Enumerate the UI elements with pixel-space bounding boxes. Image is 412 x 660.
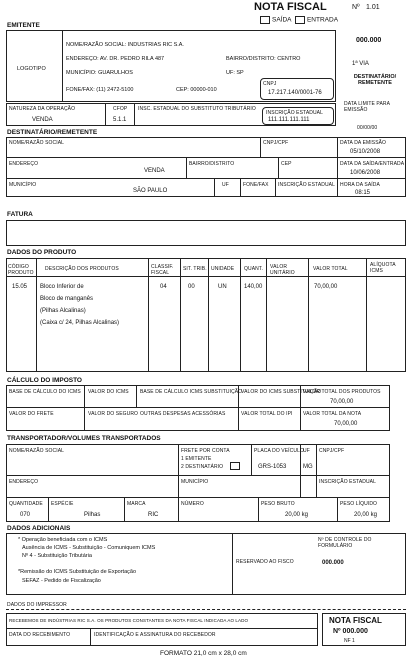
imp-base-icms: BASE DE CÁLCULO DO ICMS xyxy=(9,389,81,395)
nota-fiscal-title: NOTA FISCAL xyxy=(254,1,327,13)
dest-endereco-label: ENDEREÇO xyxy=(9,161,39,167)
emitente-uf: UF: SP xyxy=(226,70,244,76)
dest-bairro-label: BAIRRO/DISTRITO xyxy=(189,161,235,167)
reservado-fisco-label: RESERVADO AO FISCO xyxy=(236,559,294,565)
emitente-cep: CEP: 00000-010 xyxy=(176,87,217,93)
info-line-3: Nº 4 - Substituição Tributária xyxy=(22,553,92,559)
tr-placa-value: GRS-1053 xyxy=(258,464,287,470)
recebemos-text: RECEBEMOS DE INDÚSTRIAS RIC S.A. OS PRODUTOS CONSTANTES DA NOTA FISCAL INDICADA AO LADO xyxy=(9,618,249,623)
emitente-endereco: ENDEREÇO: AV. DR. PEDRO RILA 487 xyxy=(66,56,165,62)
controle-value: 000.000 xyxy=(322,560,344,566)
dest-fone-label: FONE/FAX xyxy=(243,182,269,188)
dest-hora-label: HORA DA SAÍDA xyxy=(340,182,380,188)
ie-value: 111.111.111.111 xyxy=(268,117,310,123)
header-number-value: 1.01 xyxy=(366,4,380,11)
info-line-1: * Operação beneficiada com o ICMS xyxy=(18,537,108,543)
col-valor-unit: VALOR UNITÁRIO xyxy=(270,264,295,276)
controle-label: Nº DE CONTROLE DO FORMULÁRIO xyxy=(318,537,372,549)
cfop-label: CFOP xyxy=(113,106,128,112)
tr-frete-opt2: 2 DESTINATÁRIO xyxy=(181,464,224,470)
imp-valor-produtos-value: 70,00,00 xyxy=(330,399,354,405)
col-aliquota: ALÍQUOTA ICMS xyxy=(370,262,396,274)
cnpj-value: 17.217.140/0001-76 xyxy=(268,90,322,96)
header-destinatario-note: DESTINATÁRIO/ REMETENTE xyxy=(353,74,397,86)
tr-qtd-value: 070 xyxy=(20,512,31,518)
canhoto-serie: NF 1 xyxy=(344,638,355,644)
destinatario-section-label: DESTINATÁRIO/REMETENTE xyxy=(7,129,98,136)
tr-peso-bruto-label: PESO BRUTO xyxy=(261,501,295,507)
tr-especie-label: ESPÉCIE xyxy=(51,501,74,507)
header-via: 1ª VIA xyxy=(352,61,369,67)
dest-data-emissao-label: DATA DA EMISSÃO xyxy=(340,140,387,146)
row-classif: 04 xyxy=(160,284,167,290)
dest-endereco-value: VENDA xyxy=(144,168,165,174)
impressor-label: DADOS DO IMPRESSOR xyxy=(7,602,67,608)
tr-frete-label: FRETE POR CONTA xyxy=(181,448,230,454)
imp-valor-nota-value: 70,00,00 xyxy=(334,421,358,427)
imp-frete: VALOR DO FRETE xyxy=(9,411,54,417)
header-number-label: Nº xyxy=(352,4,360,11)
row-descricao: Bloco Inferior de xyxy=(40,284,84,290)
tr-ie-label: INSCRIÇÃO ESTADUAL xyxy=(319,479,376,485)
emitente-fone: FONE/FAX: (11) 2472-5100 xyxy=(66,87,134,93)
desc-line-1: Bloco de manganês xyxy=(40,296,94,302)
tr-peso-liq-label: PESO LÍQUIDO xyxy=(340,501,378,507)
dest-ie-label: INSCRIÇÃO ESTADUAL xyxy=(278,182,335,188)
imposto-section-label: CÁLCULO DO IMPOSTO xyxy=(7,377,82,384)
tr-peso-bruto-value: 20,00 kg xyxy=(285,512,309,518)
col-quant: QUANT. xyxy=(244,266,263,272)
dest-municipio-label: MUNICÍPIO xyxy=(9,182,37,188)
saida-option xyxy=(258,16,338,24)
cnpj-label: CNPJ xyxy=(263,81,277,87)
logotipo-placeholder: LOGOTIPO xyxy=(17,66,46,72)
canhoto-title: NOTA FISCAL xyxy=(329,616,382,625)
tr-qtd-label: QUANTIDADE xyxy=(9,501,43,507)
natureza-value: VENDA xyxy=(32,117,53,123)
cfop-value: 5.1.1 xyxy=(113,117,127,123)
tr-uf-label: UF xyxy=(303,448,310,454)
saida-label: SAÍDA xyxy=(272,16,292,24)
info-line-2: Ausência de ICMS - Substituição - Comuniquem ICMS xyxy=(22,545,156,551)
destinatario-box xyxy=(6,137,406,197)
col-codigo: CÓDIGO PRODUTO xyxy=(8,264,34,276)
imp-valor-icms: VALOR DO ICMS xyxy=(88,389,129,395)
imp-ipi: VALOR TOTAL DO IPI xyxy=(241,411,293,417)
canhoto-numero: Nº 000.000 xyxy=(333,628,368,635)
dest-cep-label: CEP xyxy=(281,161,292,167)
desc-line-3: (Caixa c/ 24, Pilhas Alcalinas) xyxy=(40,320,120,326)
tr-numero-label: NÚMERO xyxy=(181,501,204,507)
ie-subst-label: INSC. ESTADUAL DO SUBSTITUTO TRIBUTÁRIO xyxy=(138,106,256,112)
row-sit-trib: 00 xyxy=(188,284,195,290)
formato-footer: FORMATO 21,0 cm x 28,0 cm xyxy=(160,650,247,657)
tr-nome-label: NOME/RAZÃO SOCIAL xyxy=(9,448,65,454)
data-limite-label: DATA LIMITE PARA EMISSÃO xyxy=(344,101,390,113)
col-descricao: DESCRIÇÃO DOS PRODUTOS xyxy=(45,266,119,272)
info-line-6: SEFAZ - Pedido de Fiscalização xyxy=(22,578,101,584)
desc-line-2: (Pilhas Alcalinas) xyxy=(40,308,86,314)
imp-outras: OUTRAS DESPESAS ACESSÓRIAS xyxy=(140,411,226,417)
dest-cnpj-label: CNPJ/CPF xyxy=(263,140,289,146)
tr-cnpj-label: CNPJ/CPF xyxy=(319,448,345,454)
imp-total-nota: VALOR TOTAL DA NOTA xyxy=(303,411,362,417)
dest-nome-label: NOME/RAZÃO SOCIAL xyxy=(9,140,65,146)
frete-checkbox[interactable] xyxy=(230,462,240,470)
imp-base-subst: BASE DE CÁLCULO ICMS SUBSTITUIÇÃO xyxy=(140,389,243,395)
row-quant: 140,00 xyxy=(244,284,263,290)
emitente-bairro: BAIRRO/DISTRITO: CENTRO xyxy=(226,56,301,62)
imp-valor-subst: VALOR DO ICMS SUBSTITUIÇÃO xyxy=(241,389,322,395)
saida-checkbox[interactable] xyxy=(260,16,270,24)
emitente-name: NOME/RAZÃO SOCIAL: INDUSTRIAS RIC S.A. xyxy=(66,42,184,48)
produto-section-label: DADOS DO PRODUTO xyxy=(7,249,77,256)
col-valor-total: VALOR TOTAL xyxy=(313,266,348,272)
imp-valor-produtos: VALOR TOTAL DOS PRODUTOS xyxy=(303,389,381,395)
emitente-section-label: EMITENTE xyxy=(7,22,40,29)
tr-municipio-label: MUNICÍPIO xyxy=(181,479,209,485)
dest-municipio-value: SÃO PAULO xyxy=(133,188,168,194)
imp-seguro: VALOR DO SEGURO xyxy=(88,411,139,417)
transportador-section-label: TRANSPORTADOR/VOLUMES TRANSPORTADOS xyxy=(7,435,161,442)
tr-placa-label: PLACA DO VEÍCULO xyxy=(254,448,304,454)
dest-data-saida-label: DATA DA SAÍDA/ENTRADA xyxy=(340,161,405,167)
dest-hora-value: 08:15 xyxy=(355,190,371,196)
fatura-section-label: FATURA xyxy=(7,211,33,218)
col-classif: CLASSIF. FISCAL xyxy=(151,264,174,276)
identificacao-label: IDENTIFICAÇÃO E ASSINATURA DO RECEBEDOR xyxy=(94,632,216,638)
tr-marca-value: RIC xyxy=(148,512,159,518)
row-valor-total: 70,00,00 xyxy=(314,284,338,290)
tr-uf-value: MG xyxy=(303,464,313,470)
col-unidade: UNIDADE xyxy=(211,266,235,272)
info-line-5: *Remissão do ICMS Substituição de Exportação xyxy=(18,569,137,575)
natureza-label: NATUREZA DA OPERAÇÃO xyxy=(9,106,76,112)
dest-data-emissao-value: 05/10/2008 xyxy=(350,149,381,155)
tr-marca-label: MARCA xyxy=(127,501,146,507)
adicionais-section-label: DADOS ADICIONAIS xyxy=(7,525,71,532)
tr-especie-value: Pilhas xyxy=(84,512,101,518)
row-unidade: UN xyxy=(218,284,227,290)
ie-label: INSCRIÇÃO ESTADUAL xyxy=(266,110,323,116)
emitente-municipio: MUNICÍPIO: GUARULHOS xyxy=(66,70,133,76)
entrada-label: ENTRADA xyxy=(306,16,339,24)
row-codigo: 15.05 xyxy=(12,284,28,290)
header-serial: 000.000 xyxy=(356,37,382,44)
tr-frete-opt1: 1 EMITENTE xyxy=(181,456,212,462)
dest-data-saida-value: 10/06/2008 xyxy=(350,170,381,176)
tr-peso-liq-value: 20,00 kg xyxy=(354,512,378,518)
col-sit-trib: SIT. TRIB. xyxy=(183,266,207,272)
tr-endereco-label: ENDEREÇO xyxy=(9,479,39,485)
fatura-box xyxy=(6,220,406,246)
entrada-checkbox[interactable] xyxy=(295,16,305,24)
data-recebimento-label: DATA DO RECEBIMENTO xyxy=(9,632,71,638)
data-limite-value: 00/00/00 xyxy=(357,125,378,131)
dest-uf-label: UF xyxy=(222,182,229,188)
